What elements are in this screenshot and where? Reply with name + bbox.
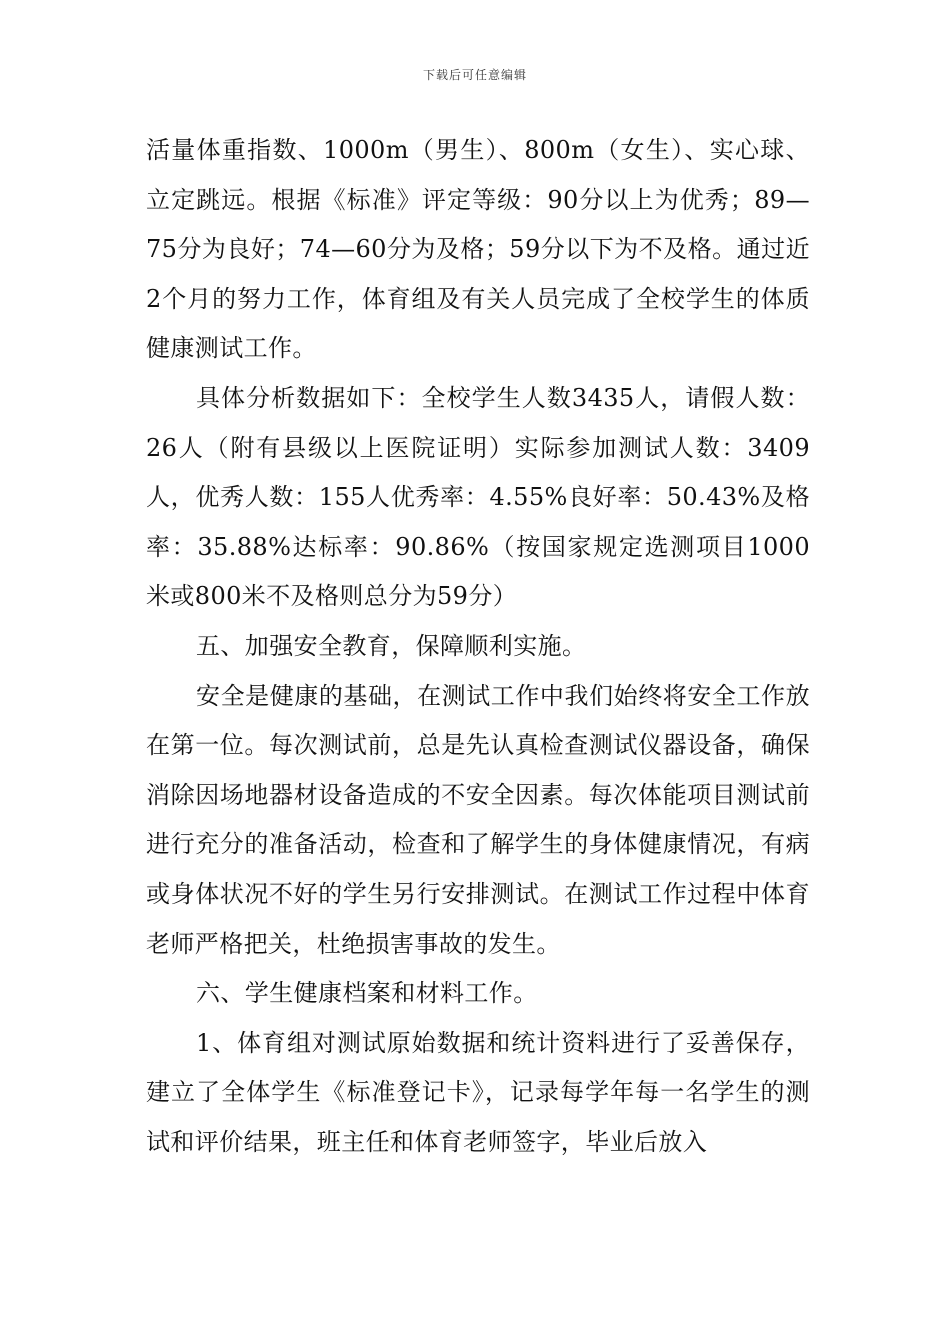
page-header: 下载后可任意编辑 xyxy=(422,68,527,82)
section-heading-safety: 五、加强安全教育，保障顺利实施。 xyxy=(196,631,587,660)
paragraph-records: 1、体育组对测试原始数据和统计资料进行了妥善保存，建立了全体学生《标准登记卡》，记录每学年每一名学生的测试和评价结果，班主任和体育老师签字，毕业后放入 xyxy=(146,1028,810,1156)
paragraph-analysis-data: 具体分析数据如下：全校学生人数3435人，请假人数：26人（附有县级以上医院证明）实际参加测试人数：3409人，优秀人数：155人优秀率：4.55%良好率：50.43%及格率：35.88%达标率：90.86%（按国家规定选测项目1000米或800米不及格则总分为59分） xyxy=(146,383,810,611)
paragraph-safety: 安全是健康的基础，在测试工作中我们始终将安全工作放在第一位。每次测试前，总是先认真检查测试仪器设备，确保消除因场地器材设备造成的不安全因素。每次体能项目测试前进行充分的准备活动，检查和了解学生的身体健康情况，有病或身体状况不好的学生另行安排测试。在测试工作过程中体育老师严格把关，杜绝损害事故的发生。 xyxy=(146,681,810,958)
section-heading-records: 六、学生健康档案和材料工作。 xyxy=(196,979,538,1008)
paragraph-fitness-items: 活量体重指数、1000m（男生）、800m（女生）、实心球、立定跳远。根据《标准》评定等级：90分以上为优秀；89—75分为良好；74—60分为及格；59分以下为不及格。通过近2个月的努力工作，体育组及有关人员完成了全校学生的体质健康测试工作。 xyxy=(146,136,810,363)
body-text xyxy=(146,126,810,1167)
